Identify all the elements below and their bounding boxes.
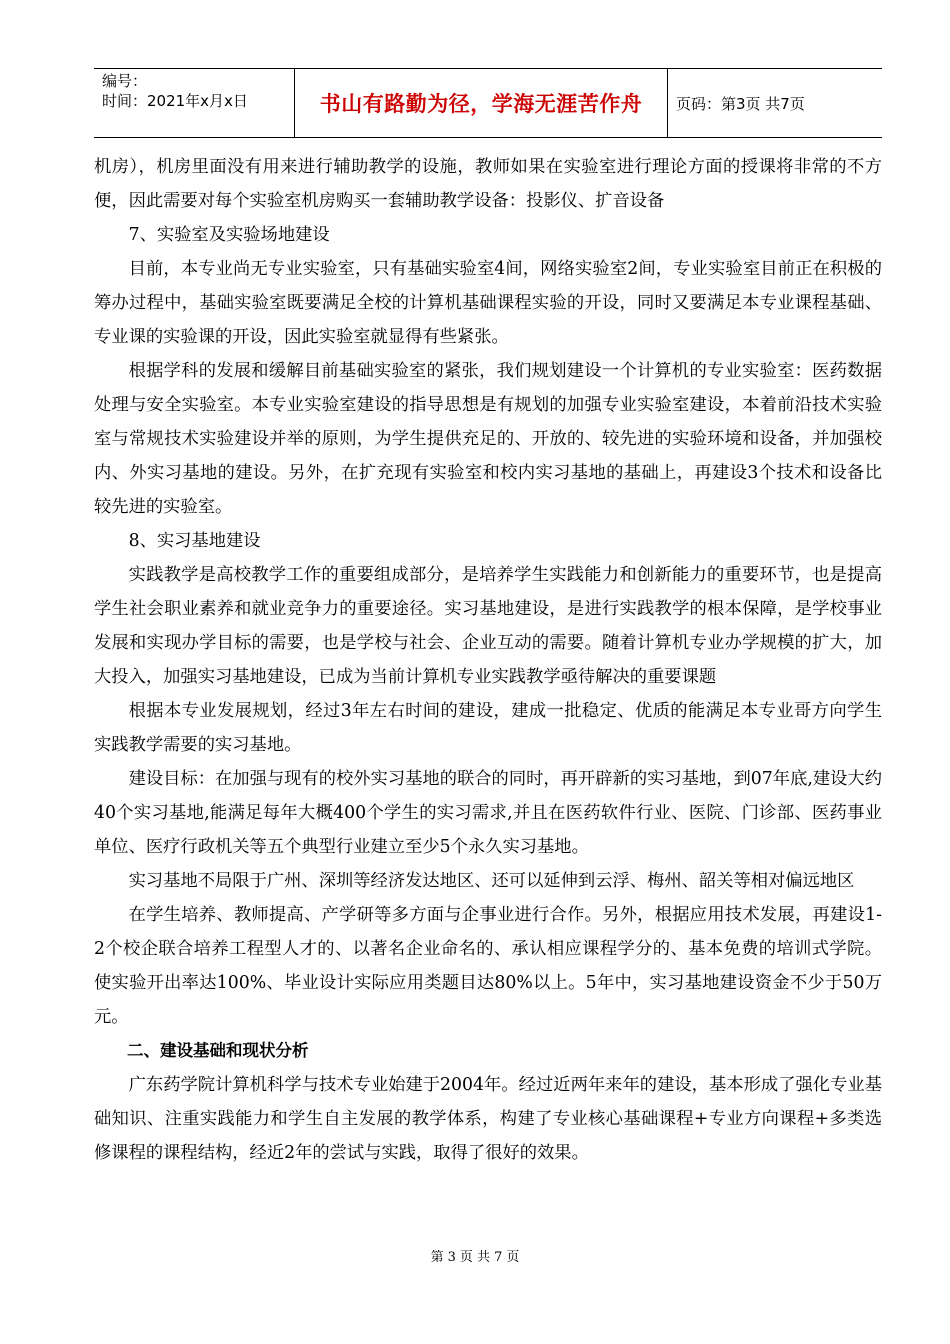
time-label: 时间：2021年x月x日 bbox=[102, 92, 248, 110]
paragraph-continued: 机房），机房里面没有用来进行辅助教学的设施，教师如果在实验室进行理论方面的授课将非常的不方便，因此需要对每个实验室机房购买一套辅助教学设备：投影仪、扩音设备 bbox=[94, 157, 882, 211]
footer-suffix: 页 bbox=[506, 1250, 520, 1265]
section-heading-7: 7、实验室及实验场地建设 bbox=[128, 225, 330, 245]
number-label: 编号： bbox=[102, 72, 148, 90]
header-motto: 书山有路勤为径，学海无涯苦作舟 bbox=[295, 69, 668, 137]
document-body bbox=[94, 150, 882, 1170]
paragraph: 广东药学院计算机科学与技术专业始建于2004年。经过近两年来年的建设，基本形成了强化专业基础知识、注重实践能力和学生自主发展的教学体系，构建了专业核心基础课程+专业方向课程+多类选修课程的课程结构，经近2年的尝试与实践，取得了很好的效果。 bbox=[94, 1075, 882, 1163]
footer-total-pages: 7 bbox=[494, 1250, 503, 1265]
footer-prefix: 第 bbox=[430, 1250, 444, 1265]
page-header bbox=[94, 68, 882, 138]
footer-mid: 页 共 bbox=[459, 1250, 491, 1265]
section-heading-8: 8、实习基地建设 bbox=[128, 531, 261, 551]
paragraph: 建设目标：在加强与现有的校外实习基地的联合的同时，再开辟新的实习基地，到07年底,建设大约40个实习基地,能满足每年大概400个学生的实习需求,并且在医药软件行业、医院、门诊部、医药事业单位、医疗行政机关等五个典型行业建立至少5个永久实习基地。 bbox=[94, 769, 882, 857]
paragraph: 目前，本专业尚无专业实验室，只有基础实验室4间，网络实验室2间，专业实验室目前正在积极的筹办过程中，基础实验室既要满足全校的计算机基础课程实验的开设，同时又要满足本专业课程基础、专业课的实验课的开设，因此实验室就显得有些紧张。 bbox=[94, 259, 882, 347]
paragraph: 实习基地不局限于广州、深圳等经济发达地区、还可以延伸到云浮、梅州、韶关等相对偏远地区 bbox=[128, 871, 855, 891]
header-meta bbox=[94, 69, 295, 137]
paragraph: 根据本专业发展规划，经过3年左右时间的建设，建成一批稳定、优质的能满足本专业哥方向学生实践教学需要的实习基地。 bbox=[94, 701, 882, 755]
footer-page-number: 3 bbox=[447, 1250, 456, 1265]
paragraph: 根据学科的发展和缓解目前基础实验室的紧张，我们规划建设一个计算机的专业实验室：医药数据处理与安全实验室。本专业实验室建设的指导思想是有规划的加强专业实验室建设，本着前沿技术实验室与常规技术实验建设并举的原则，为学生提供充足的、开放的、较先进的实验环境和设备，并加强校内、外实习基地的建设。另外，在扩充现有实验室和校内实习基地的基础上，再建设3个技术和设备比较先进的实验室。 bbox=[94, 361, 882, 517]
header-page-label: 页码：第3页 共7页 bbox=[676, 94, 805, 113]
paragraph: 在学生培养、教师提高、产学研等多方面与企事业进行合作。另外，根据应用技术发展，再建设1-2个校企联合培养工程型人才的、以著名企业命名的、承认相应课程学分的、基本免费的培训式学院。使实验开出率达100%、毕业设计实际应用类题目达80%以上。5年中，实习基地建设资金不少于50万元。 bbox=[94, 905, 882, 1027]
section-heading-2: 二、建设基础和现状分析 bbox=[127, 1041, 309, 1060]
page-footer bbox=[0, 1246, 950, 1265]
paragraph: 实践教学是高校教学工作的重要组成部分，是培养学生实践能力和创新能力的重要环节，也是提高学生社会职业素养和就业竞争力的重要途径。实习基地建设，是进行实践教学的根本保障，是学校事业发展和实现办学目标的需要，也是学校与社会、企业互动的需要。随着计算机专业办学规模的扩大，加大投入，加强实习基地建设，已成为当前计算机专业实践教学亟待解决的重要课题 bbox=[94, 565, 882, 687]
